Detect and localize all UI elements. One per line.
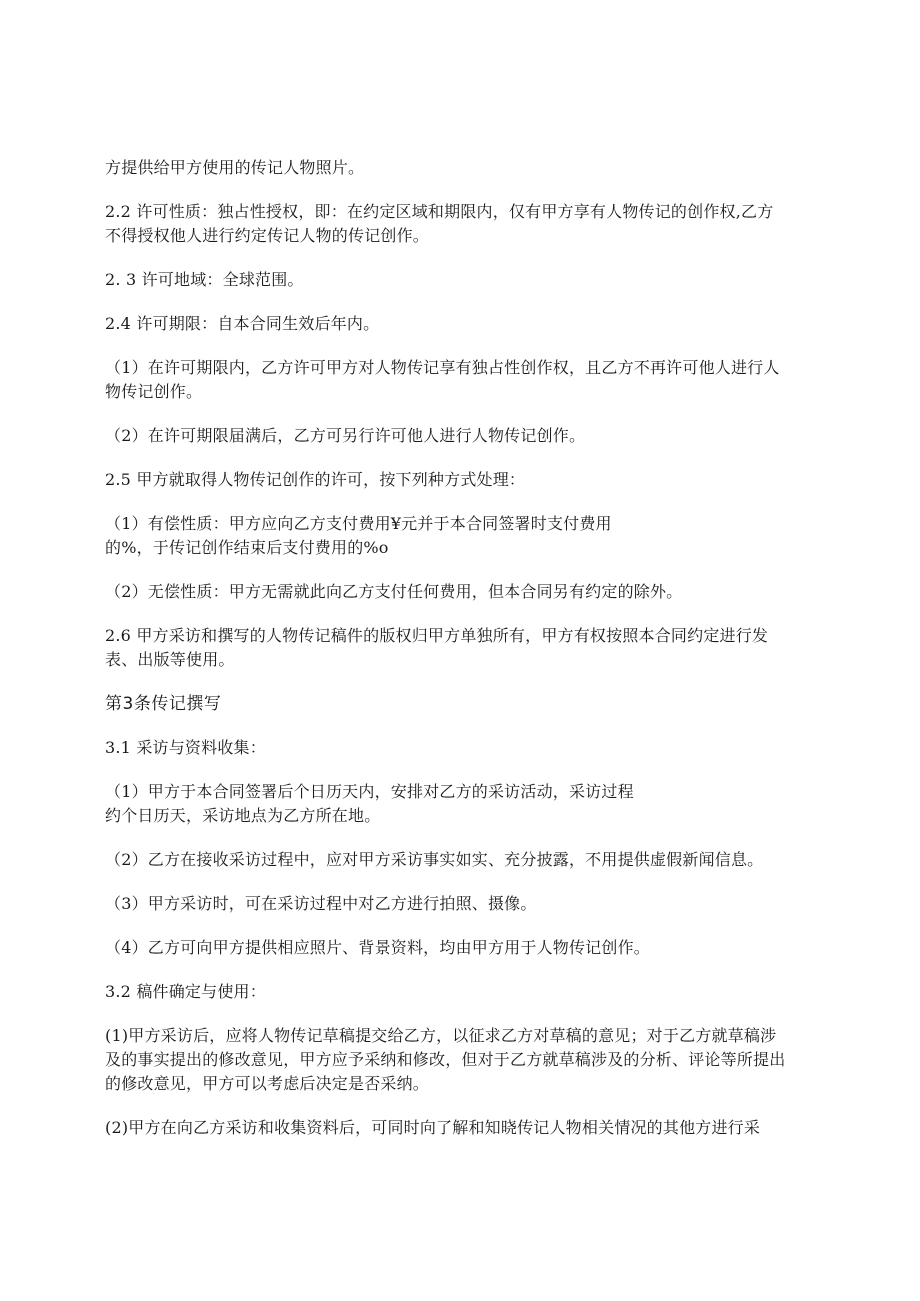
paragraph [105,200,823,248]
text-line: (2)甲方在向乙方采访和收集资料后，可同时向了解和知晓传记人物相关情况的其他方进行采 [105,1118,761,1137]
text-line: （2）乙方在接收采访过程中，应对甲方采访事实如实、充分披露，不用提供虚假新闻信息。 [105,850,764,869]
paragraph [105,848,823,872]
paragraph [105,892,823,916]
text-line: 表、出版等使用。 [105,650,235,669]
paragraph [105,356,823,404]
text-line: 3.2 稿件确定与使用： [105,982,266,1001]
text-line: 2.6 甲方采访和撰写的人物传记稿件的版权归甲方单独所有，甲方有权按照本合同约定进行发 [105,626,769,645]
section-heading [105,692,823,716]
text-line: 2. 3 许可地域：全球范围。 [105,270,304,289]
text-line: (1)甲方采访后，应将人物传记草稿提交给乙方，以征求乙方对草稿的意见；对于乙方就草稿涉 [105,1026,777,1045]
paragraph [105,512,823,560]
paragraph [105,736,823,760]
paragraph [105,156,823,180]
text-line: 不得授权他人进行约定传记人物的传记创作。 [105,226,430,245]
text-line: 方提供给甲方使用的传记人物照片。 [105,158,365,177]
paragraph [105,424,823,448]
text-line: （2）无偿性质：甲方无需就此向乙方支付任何费用，但本合同另有约定的除外。 [105,582,683,601]
text-line: （4）乙方可向甲方提供相应照片、背景资料，均由甲方用于人物传记创作。 [105,938,650,957]
text-line: 3.1 采访与资料收集： [105,738,266,757]
paragraph [105,1024,823,1096]
paragraph [105,580,823,604]
text-line: （1）在许可期限内，乙方许可甲方对人物传记享有独占性创作权，且乙方不再许可他人进行人 [105,358,780,377]
text-line: （2）在许可期限届满后，乙方可另行许可他人进行人物传记创作。 [105,426,586,445]
paragraph [105,268,823,292]
paragraph [105,312,823,336]
text-line: （1）甲方于本合同签署后个日历天内，安排对乙方的采访活动，采访过程 [105,782,634,801]
paragraph [105,624,823,672]
text-line: （1）有偿性质：甲方应向乙方支付费用¥元并于本合同签署时支付费用 [105,514,612,533]
text-line: 的%，于传记创作结束后支付费用的%o [105,538,389,557]
text-line: 2.5 甲方就取得人物传记创作的许可，按下列种方式处理： [105,470,526,489]
paragraph [105,780,823,828]
paragraph [105,936,823,960]
text-line: 约个日历天，采访地点为乙方所在地。 [105,806,381,825]
text-line: （3）甲方采访时，可在采访过程中对乙方进行拍照、摄像。 [105,894,537,913]
text-line: 第3条传记撰写 [105,694,222,714]
paragraph [105,1116,823,1140]
paragraph [105,468,823,492]
text-line: 2.4 许可期限：自本合同生效后年内。 [105,314,380,333]
text-line: 物传记创作。 [105,382,203,401]
paragraph [105,980,823,1004]
document-body [105,156,823,1160]
text-line: 的修改意见，甲方可以考虑后决定是否采纳。 [105,1074,430,1093]
text-line: 2.2 许可性质：独占性授权，即：在约定区域和期限内，仅有甲方享有人物传记的创作权,乙方 [105,202,774,221]
text-line: 及的事实提出的修改意见，甲方应予采纳和修改，但对于乙方就草稿涉及的分析、评论等所提出 [105,1050,786,1069]
